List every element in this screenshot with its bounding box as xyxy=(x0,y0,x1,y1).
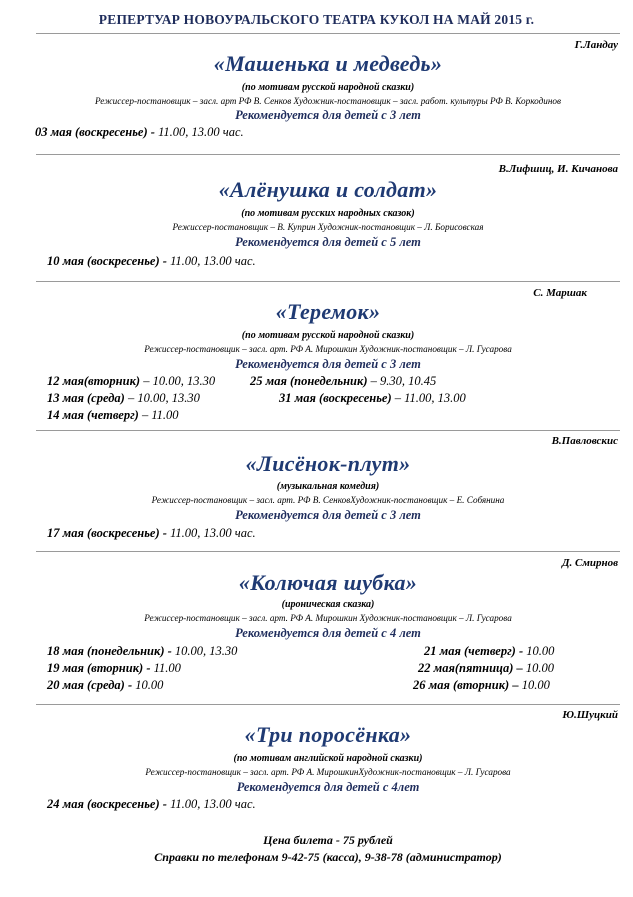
schedule-line xyxy=(47,391,200,406)
divider xyxy=(36,281,620,282)
show-age: Рекомендуется для детей с 4 лет xyxy=(235,626,421,640)
show-author: Ю.Шуцкий xyxy=(562,709,618,721)
schedule-line xyxy=(413,678,550,693)
schedule-date: 22 мая(пятница) – xyxy=(418,661,523,675)
show-author: В.Павловскис xyxy=(551,435,618,447)
schedule-line xyxy=(47,254,256,269)
ticket-price: Цена билета - 75 рублей xyxy=(263,833,393,847)
phone-info: Справки по телефонам 9-42-75 (касса), 9-38-78 (администратор) xyxy=(154,850,502,864)
schedule-date: 19 мая (вторник) - xyxy=(47,661,151,675)
schedule-date: 12 мая(вторник) xyxy=(47,374,141,388)
show-subtitle: (по мотивам русских народных сказок) xyxy=(241,208,415,219)
schedule-time: 10.00 xyxy=(132,678,164,692)
schedule-line xyxy=(47,678,163,693)
show-age: Рекомендуется для детей с 4лет xyxy=(236,780,420,794)
show-credits: Режиссер-постановщик – засл. арт РФ В. Сенков Художник-постановщик – засл. работ. культуры РФ В. Коркодинов xyxy=(94,96,561,106)
schedule-date: 13 мая (среда) xyxy=(47,391,125,405)
show-subtitle: (по мотивам русской народной сказки) xyxy=(241,330,415,341)
schedule-time: 11.00, 13.00 час. xyxy=(166,526,256,540)
show-title: «Лисёнок-плут» xyxy=(245,451,411,476)
schedule-line xyxy=(279,391,466,406)
schedule-line xyxy=(47,374,215,389)
show-credits: Режиссер-постановщик – засл. арт. РФ В. СенковХудожник-постановщик – Е. Собянина xyxy=(151,495,505,505)
schedule-date: 20 мая (среда) - xyxy=(47,678,133,692)
show-author: Г.Ландау xyxy=(574,39,618,51)
schedule-line xyxy=(47,526,256,541)
show-credits: Режиссер-постановщик – засл. арт. РФ А. Мирошкин Художник-постановщик – Л. Гусарова xyxy=(144,613,512,623)
schedule-time: – 11.00, 13.00 xyxy=(391,391,466,405)
schedule-line xyxy=(424,644,554,659)
schedule-time: 11.00, 13.00 час. xyxy=(166,254,256,268)
schedule-time: – 10.00, 13.30 xyxy=(124,391,200,405)
schedule-line xyxy=(418,661,554,676)
show-title: «Колючая шубка» xyxy=(238,570,418,595)
page-header: РЕПЕРТУАР НОВОУРАЛЬСКОГО ТЕАТРА КУКОЛ НА МАЙ 2015 г. xyxy=(98,12,535,27)
schedule-line xyxy=(47,408,179,423)
schedule-date: 10 мая (воскресенье) - xyxy=(47,254,167,268)
schedule-date: 24 мая (воскресенье) - xyxy=(47,797,167,811)
schedule-time: – 10.00, 13.30 xyxy=(140,374,216,388)
divider xyxy=(36,430,620,431)
schedule-date: 14 мая (четверг) xyxy=(47,408,139,422)
show-title: «Три поросёнка» xyxy=(244,722,412,747)
schedule-line xyxy=(250,374,436,389)
schedule-date: 18 мая (понедельник) - xyxy=(47,644,172,658)
show-age: Рекомендуется для детей с 5 лет xyxy=(235,235,421,249)
schedule-time: 11.00 xyxy=(150,661,181,675)
show-subtitle: (по мотивам русской народной сказки) xyxy=(241,82,415,93)
show-subtitle: (музыкальная комедия) xyxy=(276,481,380,492)
schedule-date: 03 мая (воскресенье) - xyxy=(35,125,155,139)
schedule-time: 11.00, 13.00 час. xyxy=(166,797,256,811)
show-subtitle: (по мотивам английской народной сказки) xyxy=(233,753,423,764)
schedule-line xyxy=(47,661,181,676)
show-subtitle: (ироническая сказка) xyxy=(281,599,375,610)
schedule-time: – 11.00 xyxy=(138,408,179,422)
show-title: «Алёнушка и солдат» xyxy=(218,177,438,202)
show-age: Рекомендуется для детей с 3 лет xyxy=(235,508,421,522)
show-credits: Режиссер-постановщик – засл. арт. РФ А. Мирошкин Художник-постановщик – Л. Гусарова xyxy=(144,344,512,354)
schedule-line xyxy=(35,125,244,140)
schedule-date: 21 мая (четверг) - xyxy=(424,644,524,658)
schedule-time: 10.00 xyxy=(522,661,555,675)
schedule-date: 25 мая (понедельник) xyxy=(250,374,368,388)
show-age: Рекомендуется для детей с 3 лет xyxy=(235,108,421,122)
schedule-time: 10.00 xyxy=(518,678,550,692)
schedule-time: 10.00 xyxy=(523,644,555,658)
schedule-time: 10.00, 13.30 xyxy=(171,644,238,658)
schedule-time: – 9.30, 10.45 xyxy=(367,374,437,388)
schedule-line xyxy=(47,644,237,659)
schedule-date: 17 мая (воскресенье) - xyxy=(47,526,167,540)
divider xyxy=(36,551,620,552)
show-author: В.Лифшиц, И. Кичанова xyxy=(498,163,618,175)
show-title: «Теремок» xyxy=(275,299,381,324)
show-credits: Режиссер-постановщик – засл. арт. РФ А. МирошкинХудожник-постановщик – Л. Гусарова xyxy=(145,767,511,777)
show-title: «Машенька и медведь» xyxy=(213,51,443,76)
show-age: Рекомендуется для детей с 3 лет xyxy=(235,357,421,371)
schedule-line xyxy=(47,797,256,812)
show-credits: Режиссер-постановщик – В. Куприн Художник-постановщик – Л. Борисовская xyxy=(172,222,484,232)
schedule-date: 31 мая (воскресенье) xyxy=(279,391,392,405)
divider xyxy=(36,33,620,34)
schedule-time: 11.00, 13.00 час. xyxy=(154,125,244,139)
show-author: С. Маршак xyxy=(533,287,587,299)
divider xyxy=(36,154,620,155)
show-author: Д. Смирнов xyxy=(561,557,618,569)
divider xyxy=(36,704,620,705)
schedule-date: 26 мая (вторник) – xyxy=(413,678,519,692)
